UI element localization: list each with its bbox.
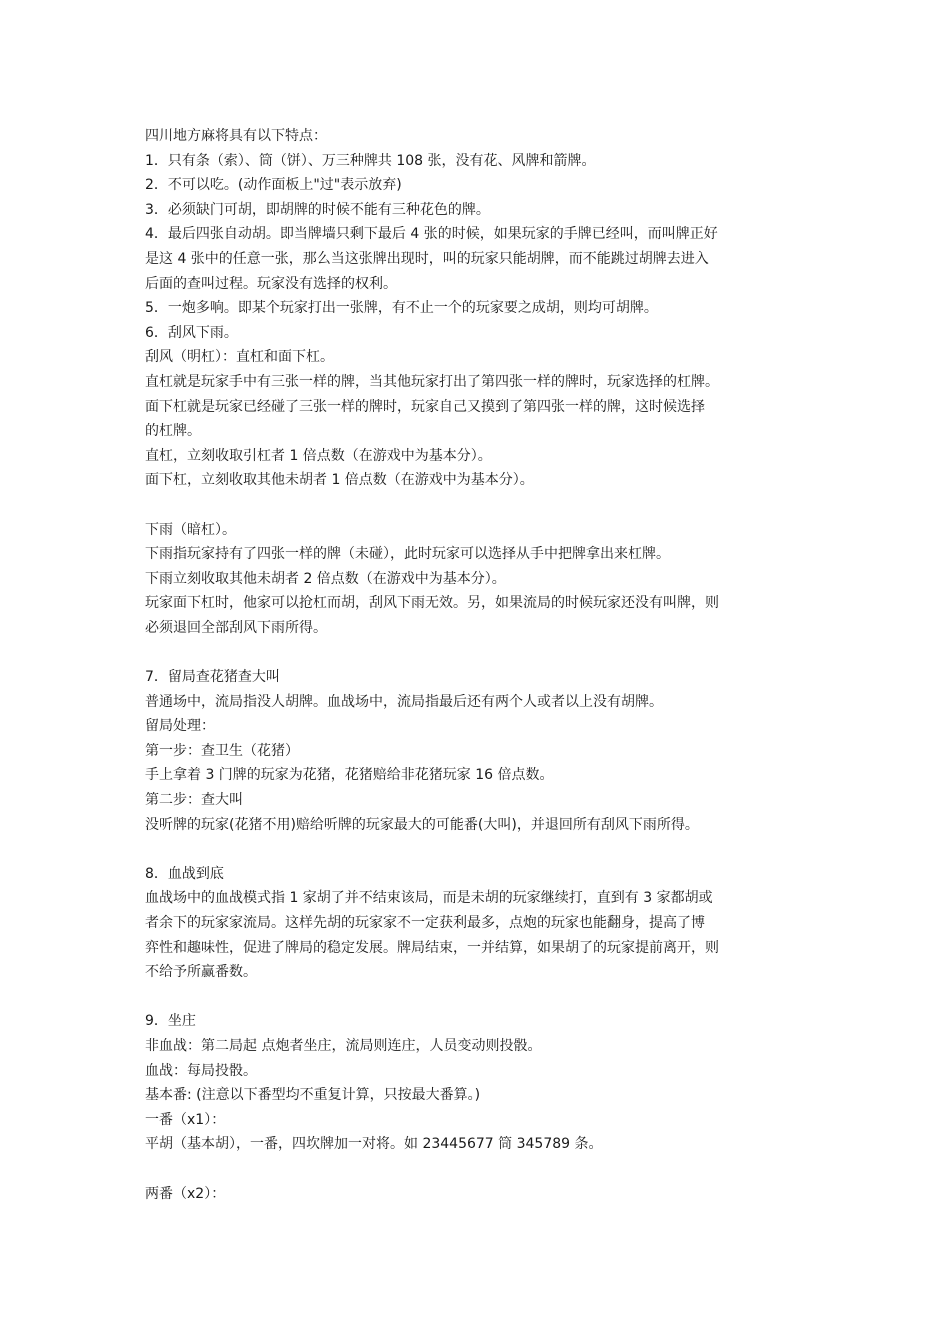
text-line: 9．坐庄: [145, 1013, 196, 1030]
blank-line: [145, 493, 825, 518]
text-line: 8．血战到底: [145, 865, 224, 882]
text-line: 普通场中，流局指没人胡牌。血战场中，流局指最后还有两个人或者以上没有胡牌。: [145, 693, 663, 710]
text-line: 下雨指玩家持有了四张一样的牌（未碰），此时玩家可以选择从手中把牌拿出来杠牌。: [145, 546, 670, 563]
text-line: 平胡（基本胡），一番，四坎牌加一对将。如 23445677 筒 345789 条。: [145, 1136, 603, 1153]
text-line: 玩家面下杠时，他家可以抢杠而胡，刮风下雨无效。另，如果流局的时候玩家还没有叫牌，则: [145, 595, 719, 612]
text-line: 1．只有条（索）、筒（饼）、万三种牌共 108 张，没有花、风牌和箭牌。: [145, 152, 596, 169]
blank-line: [145, 640, 825, 665]
text-line: 7．留局查花猪查大叫: [145, 669, 280, 686]
text-line: 3．必须缺门可胡，即胡牌的时候不能有三种花色的牌。: [145, 201, 490, 218]
blank-line: [145, 985, 825, 1010]
text-line: 非血战：第二局起 点炮者坐庄，流局则连庄，人员变动则投骰。: [145, 1037, 542, 1054]
text-line: 2．不可以吃。(动作面板上"过"表示放弃): [145, 177, 402, 194]
text-line: 5．一炮多响。即某个玩家打出一张牌，有不止一个的玩家要之成胡，则均可胡牌。: [145, 300, 658, 317]
text-line: 者余下的玩家家流局。这样先胡的玩家家不一定获利最多，点炮的玩家也能翻身，提高了博: [145, 915, 705, 931]
text-line: 基本番: (注意以下番型均不重复计算，只按最大番算。): [145, 1087, 481, 1104]
text-line: 留局处理：: [145, 718, 215, 735]
document-body: [145, 124, 825, 1206]
text-line: 手上拿着 3 门牌的玩家为花猪，花猪赔给非花猪玩家 16 倍点数。: [145, 767, 554, 784]
text-line: 必须退回全部刮风下雨所得。: [145, 619, 327, 636]
text-line: 两番（x2）：: [145, 1185, 226, 1202]
text-line: 第二步：查大叫: [145, 792, 243, 809]
text-line: 没听牌的玩家(花猪不用)赔给听牌的玩家最大的可能番(大叫)，并退回所有刮风下雨所得。: [145, 816, 699, 833]
text-line: 第一步：查卫生（花猪）: [145, 742, 299, 759]
text-line: 直杠就是玩家手中有三张一样的牌，当其他玩家打出了第四张一样的牌时，玩家选择的杠牌。: [145, 373, 719, 390]
text-line: 6．刮风下雨。: [145, 324, 238, 341]
text-line: 血战场中的血战模式指 1 家胡了并不结束该局，而是未胡的玩家继续打，直到有 3 家都胡或: [145, 890, 713, 907]
text-line: 下雨立刻收取其他未胡者 2 倍点数（在游戏中为基本分）。: [145, 570, 506, 587]
blank-line: [145, 1157, 825, 1182]
text-line: 是这 4 张中的任意一张，那么当这张牌出现时，叫的玩家只能胡牌，而不能跳过胡牌去进入: [145, 250, 709, 267]
text-line: 血战：每局投骰。: [145, 1062, 257, 1079]
text-line: 后面的查叫过程。玩家没有选择的权利。: [145, 275, 397, 292]
text-line: 面下杠就是玩家已经碰了三张一样的牌时，玩家自己又摸到了第四张一样的牌，这时候选择: [145, 398, 705, 415]
blank-line: [145, 837, 825, 862]
text-line: 一番（x1）：: [145, 1111, 226, 1128]
text-line: 不给予所赢番数。: [145, 964, 257, 981]
text-line: 面下杠，立刻收取其他未胡者 1 倍点数（在游戏中为基本分）。: [145, 472, 534, 489]
text-line: 弈性和趣味性，促进了牌局的稳定发展。牌局结束，一并结算，如果胡了的玩家提前离开，则: [145, 939, 719, 956]
text-line: 四川地方麻将具有以下特点：: [145, 128, 327, 144]
text-line: 下雨（暗杠）。: [145, 521, 236, 538]
text-line: 刮风（明杠）：直杠和面下杠。: [145, 349, 334, 366]
text-line: 的杠牌。: [145, 423, 201, 440]
text-line: 4．最后四张自动胡。即当牌墙只剩下最后 4 张的时候，如果玩家的手牌已经叫，而叫牌正好: [145, 226, 718, 243]
text-line: 直杠，立刻收取引杠者 1 倍点数（在游戏中为基本分）。: [145, 447, 492, 464]
